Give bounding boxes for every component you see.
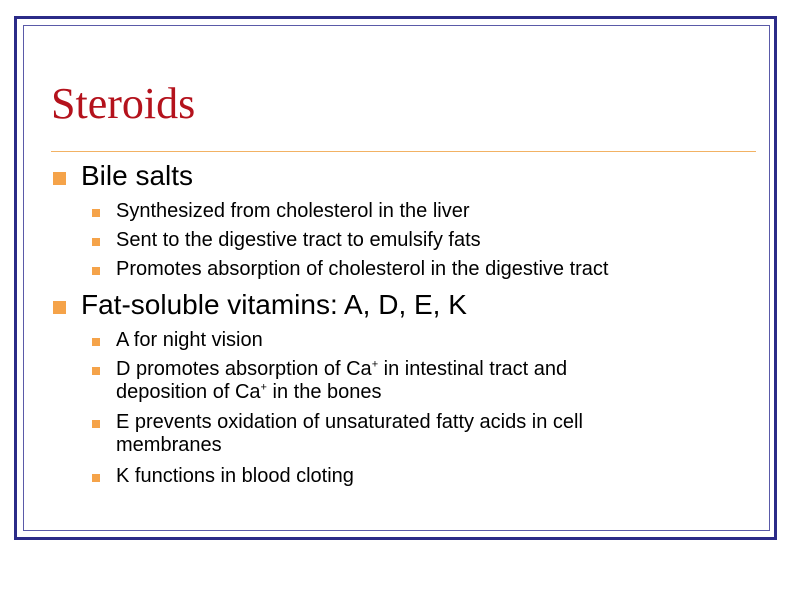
list-item: Promotes absorption of cholesterol in the digestive tract [116, 258, 609, 280]
bullet-square-icon [92, 267, 100, 275]
bullet-square-icon [53, 172, 66, 185]
bullet-square-icon [92, 238, 100, 246]
bullet-square-icon [92, 209, 100, 217]
bullet-heading-bile-salts: Bile salts [81, 160, 194, 191]
slide-title: Steroids [51, 79, 196, 128]
list-item-line [116, 381, 736, 404]
bullet-square-icon [92, 367, 100, 375]
list-item: K functions in blood cloting [116, 465, 354, 487]
text-run: in the bones [266, 381, 382, 403]
title-underline [51, 151, 756, 152]
list-item-line: membranes [116, 434, 222, 456]
list-item: A for night vision [116, 329, 263, 351]
list-item-line [116, 358, 736, 381]
list-item [116, 411, 736, 457]
list-item: Sent to the digestive tract to emulsify fats [116, 229, 481, 251]
bullet-square-icon [92, 420, 100, 428]
list-item [116, 358, 736, 404]
bullet-heading-fat-soluble-vitamins: Fat-soluble vitamins: A, D, E, K [81, 289, 467, 320]
bullet-square-icon [92, 338, 100, 346]
bullet-square-icon [53, 301, 66, 314]
superscript-plus: + [260, 381, 267, 394]
list-item-line: E prevents oxidation of unsaturated fatty acids in cell [116, 411, 583, 433]
text-run: D promotes absorption of Ca [116, 358, 372, 380]
bullet-square-icon [92, 474, 100, 482]
list-item: Synthesized from cholesterol in the liver [116, 200, 470, 222]
superscript-plus: + [371, 358, 379, 371]
text-run: deposition of Ca [116, 381, 261, 403]
text-run: in intestinal tract and [378, 358, 568, 380]
